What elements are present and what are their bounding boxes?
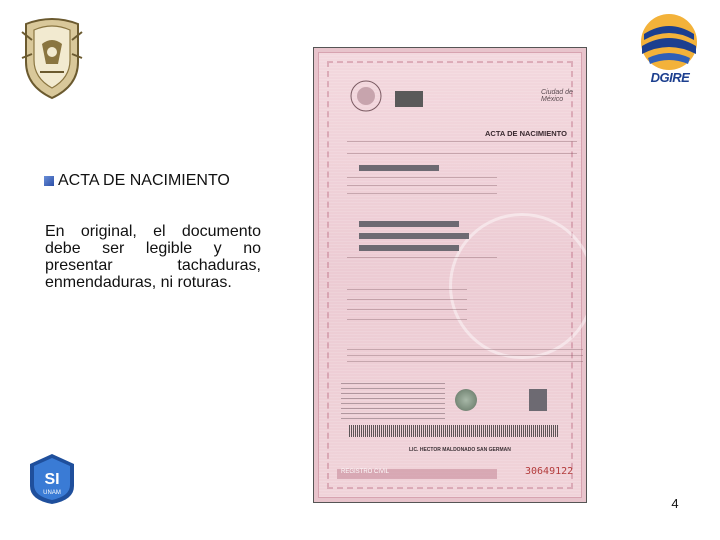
divider-line <box>347 141 577 142</box>
page-number: 4 <box>671 496 679 511</box>
certificate-title: ACTA DE NACIMIENTO <box>485 129 567 138</box>
section-title-text: ACTA DE NACIMIENTO <box>58 172 230 189</box>
redacted-block <box>359 233 469 239</box>
svg-text:SI: SI <box>44 471 60 488</box>
divider-line <box>347 355 583 356</box>
certificate-fine-print <box>341 383 445 419</box>
requirement-text: En original, el documento debe ser legible y no presentar tachaduras, enmendaduras, ni roturas. <box>45 223 261 291</box>
national-seal-icon <box>349 79 383 113</box>
digital-signature-hash <box>349 425 559 437</box>
bullet-icon <box>44 176 54 186</box>
form-line <box>347 257 497 258</box>
divider-line <box>347 349 583 350</box>
redacted-block <box>395 91 423 107</box>
certificate-signer: LIC. HECTOR MALDONADO SAN GERMAN <box>409 447 511 453</box>
redacted-block <box>529 389 547 411</box>
certificate-paper <box>318 52 582 498</box>
divider-line <box>347 361 583 362</box>
form-line <box>347 193 497 194</box>
form-line <box>347 185 497 186</box>
official-stamp-icon <box>455 389 477 411</box>
redacted-block <box>359 221 459 227</box>
redacted-block <box>359 165 439 171</box>
redacted-block <box>359 245 459 251</box>
certificate-city: Ciudad de México <box>541 89 573 103</box>
divider-line <box>347 153 577 154</box>
svg-text:UNAM: UNAM <box>43 490 61 496</box>
birth-certificate-image <box>313 47 587 503</box>
unam-crest-icon <box>18 14 86 100</box>
certificate-footer-band: REGISTRO CIVIL <box>337 469 497 479</box>
section-title <box>44 172 230 190</box>
si-unam-icon <box>26 452 78 506</box>
form-line <box>347 309 467 310</box>
form-line <box>347 319 467 320</box>
form-line <box>347 177 497 178</box>
form-line <box>347 289 467 290</box>
form-line <box>347 299 467 300</box>
dgire-wordmark: DGIRE <box>650 70 690 85</box>
certificate-serial: 30649122 <box>525 466 574 477</box>
watermark-seal-icon <box>449 213 587 359</box>
